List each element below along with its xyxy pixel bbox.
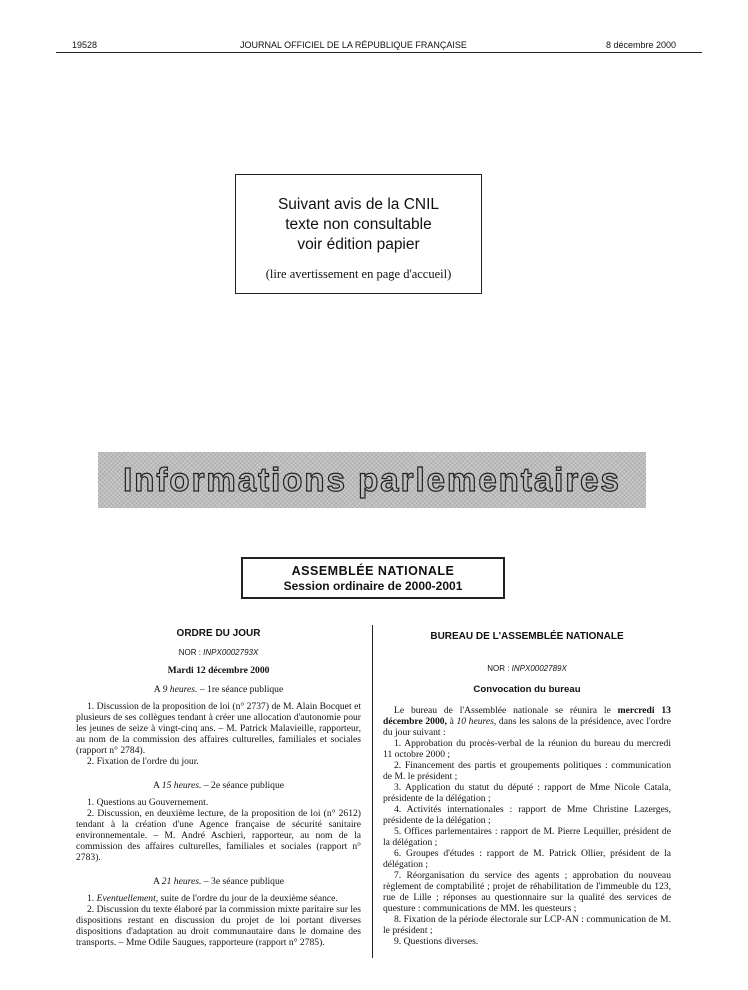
session-2-item-1: 1. Questions au Gouvernement. xyxy=(87,797,209,808)
agenda-item-1: 1. Approbation du procès-verbal de la réunion du bureau du mercredi 11 octobre 2000 ; xyxy=(383,738,671,760)
assembly-box xyxy=(241,557,505,599)
cnil-note: (lire avertissement en page d'accueil) xyxy=(265,267,452,281)
issue-date: 8 décembre 2000 xyxy=(606,40,677,50)
left-column xyxy=(76,628,361,948)
assembly-session: Session ordinaire de 2000-2001 xyxy=(283,579,463,593)
session-2-heading: A 15 heures. – 2e séance publique xyxy=(152,780,285,791)
session-1-item-2: 2. Fixation de l'ordre du jour. xyxy=(87,756,199,767)
right-nor xyxy=(383,663,671,674)
agenda-item-6: 6. Groupes d'études : rapport de M. Patrick Ollier, président de la délégation ; xyxy=(383,848,671,870)
cnil-line-2: texte non consultable xyxy=(285,216,432,233)
right-intro: Le bureau de l'Assemblée nationale se réunira le mercredi 13 décembre 2000, à 10 heures, dans les salons de la présidence, avec l'ordre du jour suivant : xyxy=(383,705,671,738)
agenda-item-4: 4. Activités internationales : rapport de Mme Christine Lazerges, présidente de la délégation ; xyxy=(383,804,671,826)
left-nor-code: INPX0002793X xyxy=(203,648,259,657)
cnil-notice-box xyxy=(235,174,482,294)
agenda-item-2: 2. Financement des partis et groupements politiques : communication de M. le président ; xyxy=(383,760,671,782)
column-divider xyxy=(372,625,373,958)
agenda-item-5: 5. Offices parlementaires : rapport de M. Pierre Lequiller, président de la délégation ; xyxy=(383,826,671,848)
cnil-line-1: Suivant avis de la CNIL xyxy=(277,196,440,213)
agenda-item-9: 9. Questions diverses. xyxy=(394,936,479,947)
agenda-item-8: 8. Fixation de la période électorale sur LCP-AN : communication de M. le président ; xyxy=(383,914,671,936)
agenda-item-7: 7. Réorganisation du service des agents ; approbation du nouveau règlement de comptabilité ; projet de réhabilitation de l'immeuble du 123, rue de Lille ; réponses au questionnaire sur la qualité des services de questure : communications de MM. les questeurs ; xyxy=(383,870,671,914)
session-1-heading: A 9 heures. – 1re séance publique xyxy=(153,684,284,695)
left-section-title: ORDRE DU JOUR xyxy=(176,628,261,639)
right-subtitle: Convocation du bureau xyxy=(473,684,581,695)
left-nor xyxy=(76,647,361,658)
session-1-item-1: 1. Discussion de la proposition de loi (n° 2737) de M. Alain Bocquet et plusieurs de ses collègues tendant à créer une allocation d'autonomie pour les jeunes de seize à vingt-cinq ans. – M. Patrick Malavieille, rapporteur, au nom de la commission des affaires culturelles, familiales et sociales (rapport n° 2784). xyxy=(76,701,361,756)
agenda-item-3: 3. Application du statut du député : rapport de Mme Nicole Catala, présidente de la délégation ; xyxy=(383,782,671,804)
left-day: Mardi 12 décembre 2000 xyxy=(167,665,270,676)
session-2-item-2: 2. Discussion, en deuxième lecture, de la proposition de loi (n° 2612) tendant à la création d'une Agence française de sécurité sanitaire environnementale. – M. André Aschieri, rapporteur, au nom de la commission des affaires culturelles, familiales et sociales (rapport n° 2783). xyxy=(76,808,361,863)
page-number: 19528 xyxy=(72,40,98,50)
right-nor-code: INPX0002789X xyxy=(511,664,567,673)
session-3-item-1: 1. Eventuellement, suite de l'ordre du jour de la deuxième séance. xyxy=(87,893,338,904)
session-3-heading: A 21 heures. – 3e séance publique xyxy=(152,876,285,887)
right-column xyxy=(383,631,671,947)
banner-title: Informations parlementaires xyxy=(123,461,621,498)
section-banner xyxy=(98,452,646,508)
right-nor-label: NOR : xyxy=(487,664,510,673)
journal-title: JOURNAL OFFICIEL DE LA RÉPUBLIQUE FRANÇAISE xyxy=(240,40,467,50)
assembly-title: ASSEMBLÉE NATIONALE xyxy=(291,564,455,578)
header-rule xyxy=(56,52,702,53)
session-3-item-2: 2. Discussion du texte élaboré par la commission mixte paritaire sur les dispositions restant en discussion du projet de loi portant diverses dispositions d'adaptation au droit communautaire dans le domaine des transports. – Mme Odile Saugues, rapporteure (rapport n° 2785). xyxy=(76,904,361,948)
right-section-title: BUREAU DE L'ASSEMBLÉE NATIONALE xyxy=(430,631,624,642)
cnil-line-3: voir édition papier xyxy=(297,236,420,253)
left-nor-label: NOR : xyxy=(178,648,201,657)
